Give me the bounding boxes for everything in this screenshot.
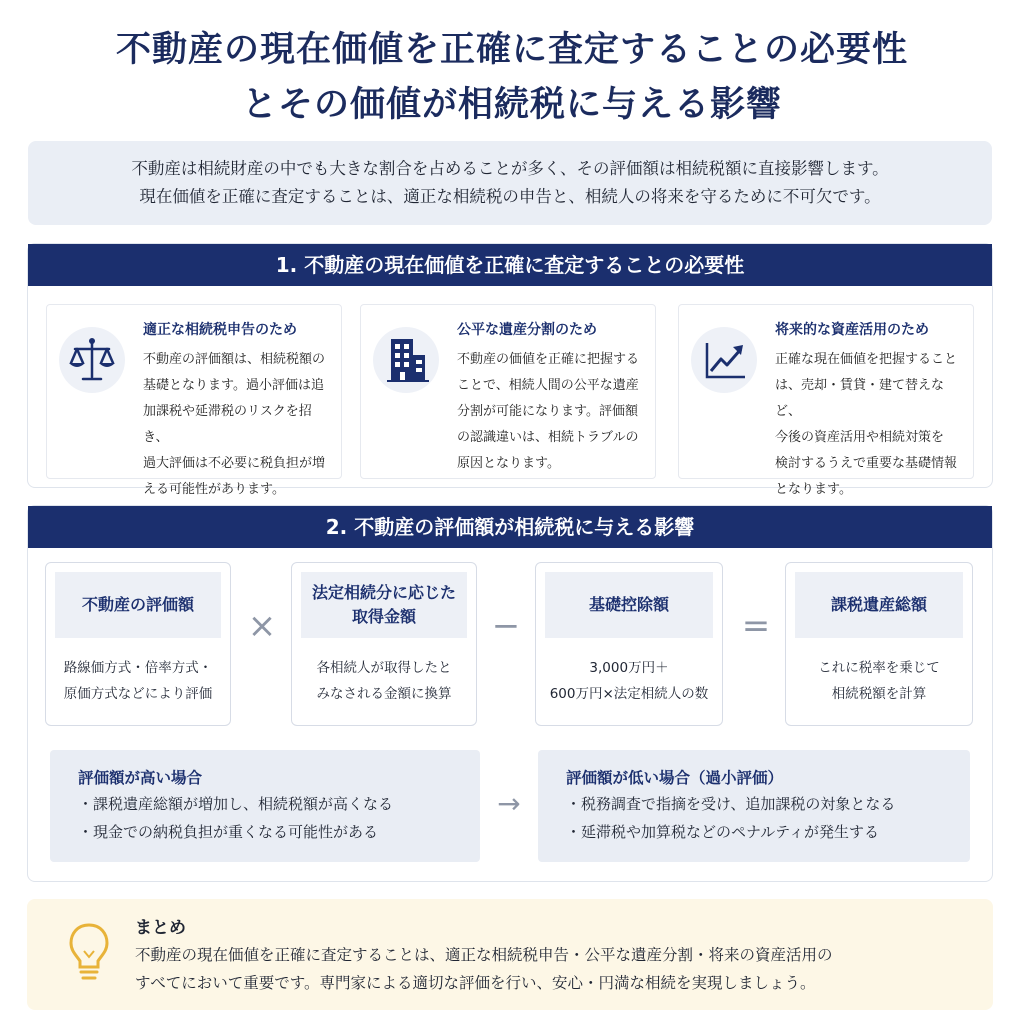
card-title: 将来的な資産活用のため xyxy=(775,322,929,338)
lightbulb-icon xyxy=(65,921,113,985)
card-body xyxy=(457,347,647,477)
intro-panel xyxy=(28,141,992,225)
growth-chart-icon xyxy=(695,327,753,385)
formula-desc-line: 600万円×法定相続人の数 xyxy=(549,686,709,702)
card-line: 過大評価は不必要に税負担が増 xyxy=(143,456,326,471)
formula-desc-line: 3,000万円＋ xyxy=(589,660,669,676)
arrow-icon: → xyxy=(497,787,521,820)
card-line: の認識違いは、相続トラブルの xyxy=(457,430,639,445)
case-title: 評価額が高い場合 xyxy=(78,769,203,787)
section-1-heading: 1. 不動産の現在価値を正確に査定することの必要性 xyxy=(28,244,992,286)
formula-desc-line: 各相続人が取得したと xyxy=(316,660,452,676)
page-title xyxy=(0,22,1024,132)
card-estate-division xyxy=(360,304,656,479)
card-line: 不動産の価値を正確に把握する xyxy=(457,352,640,367)
case-title: 評価額が低い場合（過小評価） xyxy=(566,769,784,787)
case-item: ・現金での納税負担が重くなる可能性がある xyxy=(78,823,379,841)
minus-operator: − xyxy=(491,606,521,646)
formula-desc-line: 原価方式などにより評価 xyxy=(63,686,213,702)
card-line: 今後の資産活用や相続対策を xyxy=(775,430,945,445)
scale-icon xyxy=(63,327,121,385)
card-body xyxy=(143,347,333,503)
case-item: ・延滞税や加算税などのペナルティが発生する xyxy=(566,823,880,841)
card-tax-filing xyxy=(46,304,342,497)
card-line: 分割が可能になります。評価額 xyxy=(457,404,638,419)
building-icon xyxy=(377,327,435,385)
card-line: 検討するうえで重要な基礎情報 xyxy=(775,456,958,471)
summary-body xyxy=(135,941,975,997)
card-title: 適正な相続税申告のため xyxy=(143,322,297,338)
card-body xyxy=(775,347,965,503)
case-item: ・税務調査で指摘を受け、追加課税の対象となる xyxy=(566,795,896,813)
formula-term: 基礎控除額 xyxy=(545,572,713,638)
case-low-valuation xyxy=(538,750,970,862)
section-tax-impact xyxy=(27,505,993,882)
case-item: ・課税遺産総額が増加し、相続税額が高くなる xyxy=(78,795,394,813)
card-line: 原因となります。 xyxy=(457,456,560,471)
intro-line-2: 現在価値を正確に査定することは、適正な相続税の申告と、相続人の将来を守るために不可欠です。 xyxy=(139,187,881,206)
card-line: となります。 xyxy=(775,482,852,497)
formula-desc xyxy=(46,655,230,707)
card-line: ことで、相続人間の公平な遺産 xyxy=(457,378,639,393)
formula-desc-line: これに税率を乗じて xyxy=(818,660,940,676)
section-2-heading: 2. 不動産の評価額が相続税に与える影響 xyxy=(28,506,992,548)
formula-box-statutory-share xyxy=(291,562,477,726)
card-line: は、売却・賃貸・建て替えなど、 xyxy=(775,378,945,419)
formula-desc xyxy=(536,655,722,707)
case-high-valuation xyxy=(50,750,480,862)
card-line: 不動産の評価額は、相続税額の xyxy=(143,352,326,367)
card-line: える可能性があります。 xyxy=(143,482,285,497)
card-asset-utilization xyxy=(678,304,974,497)
summary-line-2: すべてにおいて重要です。専門家による適切な評価を行い、安心・円満な相続を実現しましょう。 xyxy=(135,974,816,992)
equals-operator: = xyxy=(741,606,771,646)
card-title: 公平な遺産分割のため xyxy=(457,322,597,338)
formula-term: 不動産の評価額 xyxy=(55,572,221,638)
title-line-2: とその価値が相続税に与える影響 xyxy=(241,84,782,125)
section-necessity xyxy=(27,243,993,497)
formula-desc-line: 路線価方式・倍率方式・ xyxy=(63,660,213,676)
card-line: 加課税や延滞税のリスクを招き、 xyxy=(143,404,312,445)
card-line: 正確な現在価値を把握すること xyxy=(775,352,958,367)
formula-box-basic-deduction xyxy=(535,562,723,726)
multiply-operator: × xyxy=(247,606,277,646)
summary-line-1: 不動産の現在価値を正確に査定することは、適正な相続税申告・公平な遺産分割・将来の資産活用の xyxy=(135,946,833,964)
formula-box-valuation xyxy=(45,562,231,726)
card-line: 基礎となります。過小評価は追 xyxy=(143,378,324,393)
summary-title: まとめ xyxy=(135,918,186,938)
formula-box-taxable-total xyxy=(785,562,973,726)
title-line-1: 不動産の現在価値を正確に査定することの必要性 xyxy=(115,29,908,70)
formula-desc-line: 相続税額を計算 xyxy=(831,686,927,702)
formula-desc xyxy=(786,655,972,707)
formula-term: 法定相続分に応じた 取得金額 xyxy=(301,572,467,638)
summary-panel xyxy=(27,899,993,1010)
formula-desc-line: みなされる金額に換算 xyxy=(316,686,452,702)
formula-term: 課税遺産総額 xyxy=(795,572,963,638)
formula-desc xyxy=(292,655,476,707)
intro-line-1: 不動産は相続財産の中でも大きな割合を占めることが多く、その評価額は相続税額に直接影響します。 xyxy=(131,159,889,178)
